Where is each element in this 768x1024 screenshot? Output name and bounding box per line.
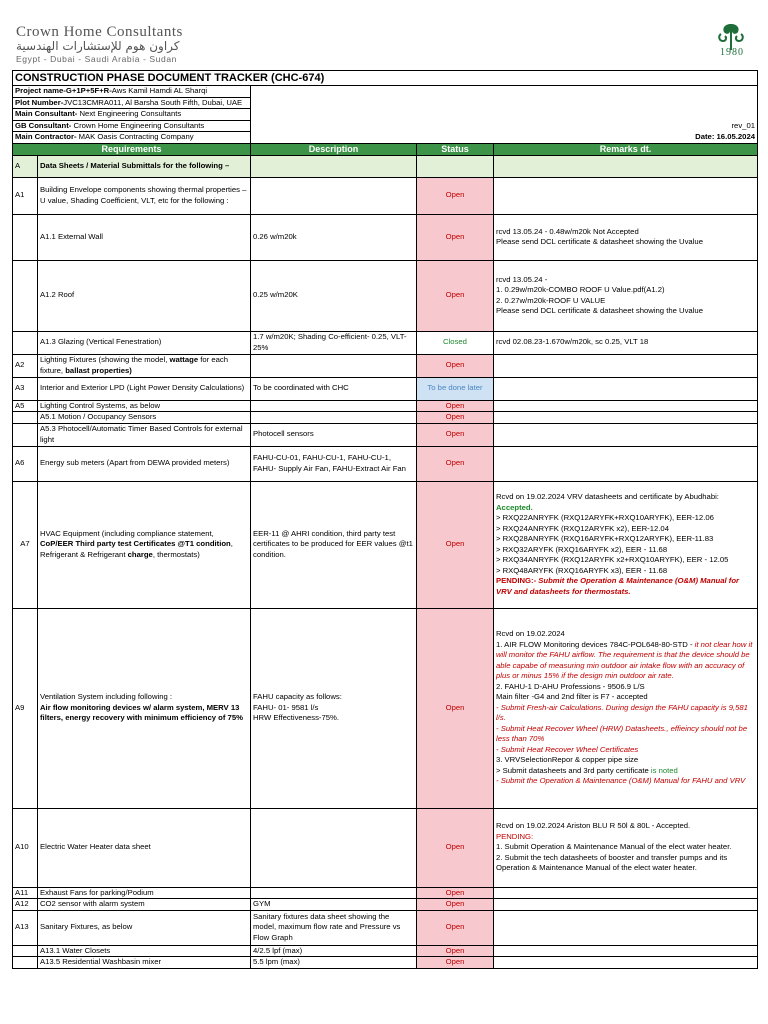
status-badge: Open bbox=[417, 260, 494, 331]
status-badge: Closed bbox=[417, 331, 494, 354]
status-badge: Open bbox=[417, 808, 494, 887]
status-badge: Open bbox=[417, 608, 494, 808]
table-row: A13 Sanitary Fixtures, as below Sanitary fixtures data sheet showing the model, maximum flow rate and Pressure vs Flow Graph Open bbox=[13, 910, 758, 945]
table-row: A5.1 Motion / Occupancy Sensors Open bbox=[13, 412, 758, 424]
status-badge: Open bbox=[417, 412, 494, 424]
status-badge: Open bbox=[417, 910, 494, 945]
table-row: A5.3 Photocell/Automatic Timer Based Controls for external light Photocell sensors Open bbox=[13, 423, 758, 446]
document-tracker-table bbox=[12, 70, 758, 969]
company-name: Crown Home Consultants bbox=[16, 24, 183, 40]
table-row: A12 CO2 sensor with alarm system GYM Open bbox=[13, 899, 758, 911]
table-row: A2 Lighting Fixtures (showing the model, wattage for each fixture, ballast properties) Open bbox=[13, 354, 758, 377]
letterhead bbox=[0, 0, 768, 70]
remarks-cell: Rcvd on 19.02.2024 Ariston BLU R 50l & 80L - Accepted. PENDING: 1. Submit Operation & Maintenance Manual of the elect water heater. 2. Submit the tech datasheets of booster and transfer pumps and its Operation & Maintenance Manual of the elect water heater. bbox=[494, 808, 758, 887]
company-locations: Egypt - Dubai - Saudi Arabia - Sudan bbox=[16, 54, 177, 64]
table-row: A13.5 Residential Washbasin mixer 5.5 lpm (max) Open bbox=[13, 957, 758, 969]
remarks-cell: rcvd 02.08.23-1.670w/m20k, sc 0.25, VLT 18 bbox=[494, 331, 758, 354]
status-badge: Open bbox=[417, 957, 494, 969]
table-row: A1 Building Envelope components showing thermal properties – U value, Shading Coefficient, VLT, etc for the following : Open bbox=[13, 177, 758, 214]
remarks-cell: Rcvd on 19.02.2024 VRV datasheets and certificate by Abudhabi: Accepted. > RXQ22ANRYFK (RXQ12ARYFK+RXQ10ARYFK), EER-12.06 > RXQ24ANRYFK (RXQ12ARYFK x2), EER-12.04 > RXQ28ANRYFK (RXQ16ARYFK+RXQ12ARYFK), EER-11.83 > RXQ32ARYFK (RXQ16ARYFK x2), EER - 11.68 > RXQ34ANRYFK (RXQ12ARYFK x2+RXQ10ARYFK), EER - 12.05 > RXQ48ARYFK (RXQ16ARYFK x3), EER - 11.68 PENDING:- Submit the Operation & Maintenance (O&M) Manual for VRV and datasheets for thermostats. bbox=[494, 481, 758, 608]
column-header-row bbox=[13, 143, 758, 155]
status-badge: Open bbox=[417, 446, 494, 481]
table-row: A3 Interior and Exterior LPD (Light Power Density Calculations) To be coordinated with CHC To be done later bbox=[13, 377, 758, 400]
status-badge: Open bbox=[417, 887, 494, 899]
status-badge: Open bbox=[417, 945, 494, 957]
main-contractor: Main Contractor- MAK Oasis Contracting Company bbox=[13, 132, 251, 144]
status-badge: Open bbox=[417, 354, 494, 377]
col-description: Description bbox=[251, 143, 417, 155]
col-status: Status bbox=[417, 143, 494, 155]
revision: rev_01 bbox=[251, 120, 758, 132]
main-consultant: Main Consultant- Next Engineering Consultants bbox=[13, 109, 251, 121]
table-row: A9 Ventilation System including following : Air flow monitoring devices w/ alarm system, MERV 13 filters, energy recovery with minimum efficiency of 75% FAHU capacity as follows: FAHU- 01- 9581 l/s HRW Effectiveness-75%. Open Rcvd on 19.02.2024 1. AIR FLOW Monitoring devices 784C-POL648-80-STD - it not clear how it will monitor the FAHU airflow. The requirement is that the device should be able capabe of measuring min outdoor air intake flow with an accuracy of plus or minus 15% if the design min outdoor air rate. 2. FAHU-1 D-AHU Professions - 9506.9 L/S Main filter -G4 and 2nd filter is F7 - accepted - Submit Fresh-air Calculations. During design the FAHU capacity is 9,581 l/s. - Submit Heat Recover Wheel (HRW) Datasheets., effieincy should not be less than 70% - Submit Heat Recover Wheel Certificates 3. VRVSelectionRepor & copper pipe size > Submit datasheets and 3rd party certificate is noted - Submit the Operation & Maintenance (O&M) Manual for FAHU and VRV bbox=[13, 608, 758, 808]
gb-consultant: GB Consultant- Crown Home Engineering Consultants bbox=[13, 120, 251, 132]
col-remarks: Remarks dt. bbox=[494, 143, 758, 155]
status-badge: To be done later bbox=[417, 377, 494, 400]
table-row: A7 HVAC Equipment (including compliance statement, CoP/EER Third party test Certificates @T1 condition, Refrigerant & Refrigerant charge, thermostats) EER-11 @ AHRI condition, third party test certificates to be produced for EER values @t1 condition. Open Rcvd on 19.02.2024 VRV datasheets and certificate by Abudhabi: Accepted. > RXQ22ANRYFK (RXQ12ARYFK+RXQ10ARYFK), EER-12.06 > RXQ24ANRYFK (RXQ12ARYFK x2), EER-12.04 > RXQ28ANRYFK (RXQ16ARYFK+RXQ12ARYFK), EER-11.83 > RXQ32ARYFK (RXQ16ARYFK x2), EER - 11.68 > RXQ34ANRYFK (RXQ12ARYFK x2+RXQ10ARYFK), EER - 12.05 > RXQ48ARYFK (RXQ16ARYFK x3), EER - 11.68 PENDING:- Submit the Operation & Maintenance (O&M) Manual for VRV and datasheets for thermostats. bbox=[13, 481, 758, 608]
section-row bbox=[13, 155, 758, 177]
remarks-cell: rcvd 13.05.24 - 1. 0.29w/m20k-COMBO ROOF U Value.pdf(A1.2) 2. 0.27w/m20k-ROOF U VALUE Please send DCL certificate & datasheet showing the Uvalue bbox=[494, 260, 758, 331]
table-row: A13.1 Water Closets 4/2.5 lpf (max) Open bbox=[13, 945, 758, 957]
status-badge: Open bbox=[417, 899, 494, 911]
remarks-cell: rcvd 13.05.24 - 0.48w/m20k Not Accepted Please send DCL certificate & datasheet showing the Uvalue bbox=[494, 214, 758, 260]
remarks-cell: Rcvd on 19.02.2024 1. AIR FLOW Monitoring devices 784C-POL648-80-STD - it not clear how it will monitor the FAHU airflow. The requirement is that the device should be able capabe of measuring min outdoor air intake flow with an accuracy of plus or minus 15% if the design min outdoor air rate. 2. FAHU-1 D-AHU Professions - 9506.9 L/S Main filter -G4 and 2nd filter is F7 - accepted - Submit Fresh-air Calculations. During design the FAHU capacity is 9,581 l/s. - Submit Heat Recover Wheel (HRW) Datasheets., effieincy should not be less than 70% - Submit Heat Recover Wheel Certificates 3. VRVSelectionRepor & copper pipe size > Submit datasheets and 3rd party certificate is noted - Submit the Operation & Maintenance (O&M) Manual for FAHU and VRV bbox=[494, 608, 758, 808]
table-row: A11 Exhaust Fans for parking/Podium Open bbox=[13, 887, 758, 899]
status-badge: Open bbox=[417, 214, 494, 260]
logo-year: 1980 bbox=[720, 47, 744, 58]
table-row: A5 Lighting Control Systems, as below Open bbox=[13, 400, 758, 412]
status-badge: Open bbox=[417, 423, 494, 446]
table-row: A10 Electric Water Heater data sheet Open Rcvd on 19.02.2024 Ariston BLU R 50l & 80L - Accepted. PENDING: 1. Submit Operation & Maintenance Manual of the elect water heater. 2. Submit the tech datasheets of booster and transfer pumps and its Operation & Maintenance Manual of the elect water heater. bbox=[13, 808, 758, 887]
table-row: A6 Energy sub meters (Apart from DEWA provided meters) FAHU-CU-01, FAHU-CU-1, FAHU-CU-1, FAHU- Supply Air Fan, FAHU-Extract Air Fan Open bbox=[13, 446, 758, 481]
section-id: A bbox=[13, 155, 38, 177]
status-badge: Open bbox=[417, 481, 494, 608]
table-row: A1.1 External Wall 0.26 w/m20k Open rcvd 13.05.24 - 0.48w/m20k Not Accepted Please send DCL certificate & datasheet showing the Uvalue bbox=[13, 214, 758, 260]
company-arabic-name: كراون هوم للإستشارات الهندسية bbox=[16, 39, 180, 53]
col-requirements: Requirements bbox=[13, 143, 251, 155]
table-row: A1.2 Roof 0.25 w/m20K Open rcvd 13.05.24 - 1. 0.29w/m20k-COMBO ROOF U Value.pdf(A1.2) 2. 0.27w/m20k-ROOF U VALUE Please send DCL certificate & datasheet showing the Uvalue bbox=[13, 260, 758, 331]
plot-number: Plot Number-JVC13CMRA011, Al Barsha South Fifth, Dubai, UAE bbox=[13, 97, 251, 109]
status-badge: Open bbox=[417, 400, 494, 412]
status-badge: Open bbox=[417, 177, 494, 214]
table-row: A1.3 Glazing (Vertical Fenestration) 1.7 w/m20K; Shading Co-efficient- 0.25, VLT- 25% Closed rcvd 02.08.23-1.670w/m20k, sc 0.25, VLT 18 bbox=[13, 331, 758, 354]
section-title: Data Sheets / Material Submittals for the following – bbox=[38, 155, 251, 177]
project-name: Project name-G+1P+5F+R-Aws Kamil Hamdi AL Sharqi bbox=[13, 86, 251, 98]
document-date: Date: 16.05.2024 bbox=[251, 132, 758, 144]
page-title: CONSTRUCTION PHASE DOCUMENT TRACKER (CHC-674) bbox=[13, 71, 758, 86]
